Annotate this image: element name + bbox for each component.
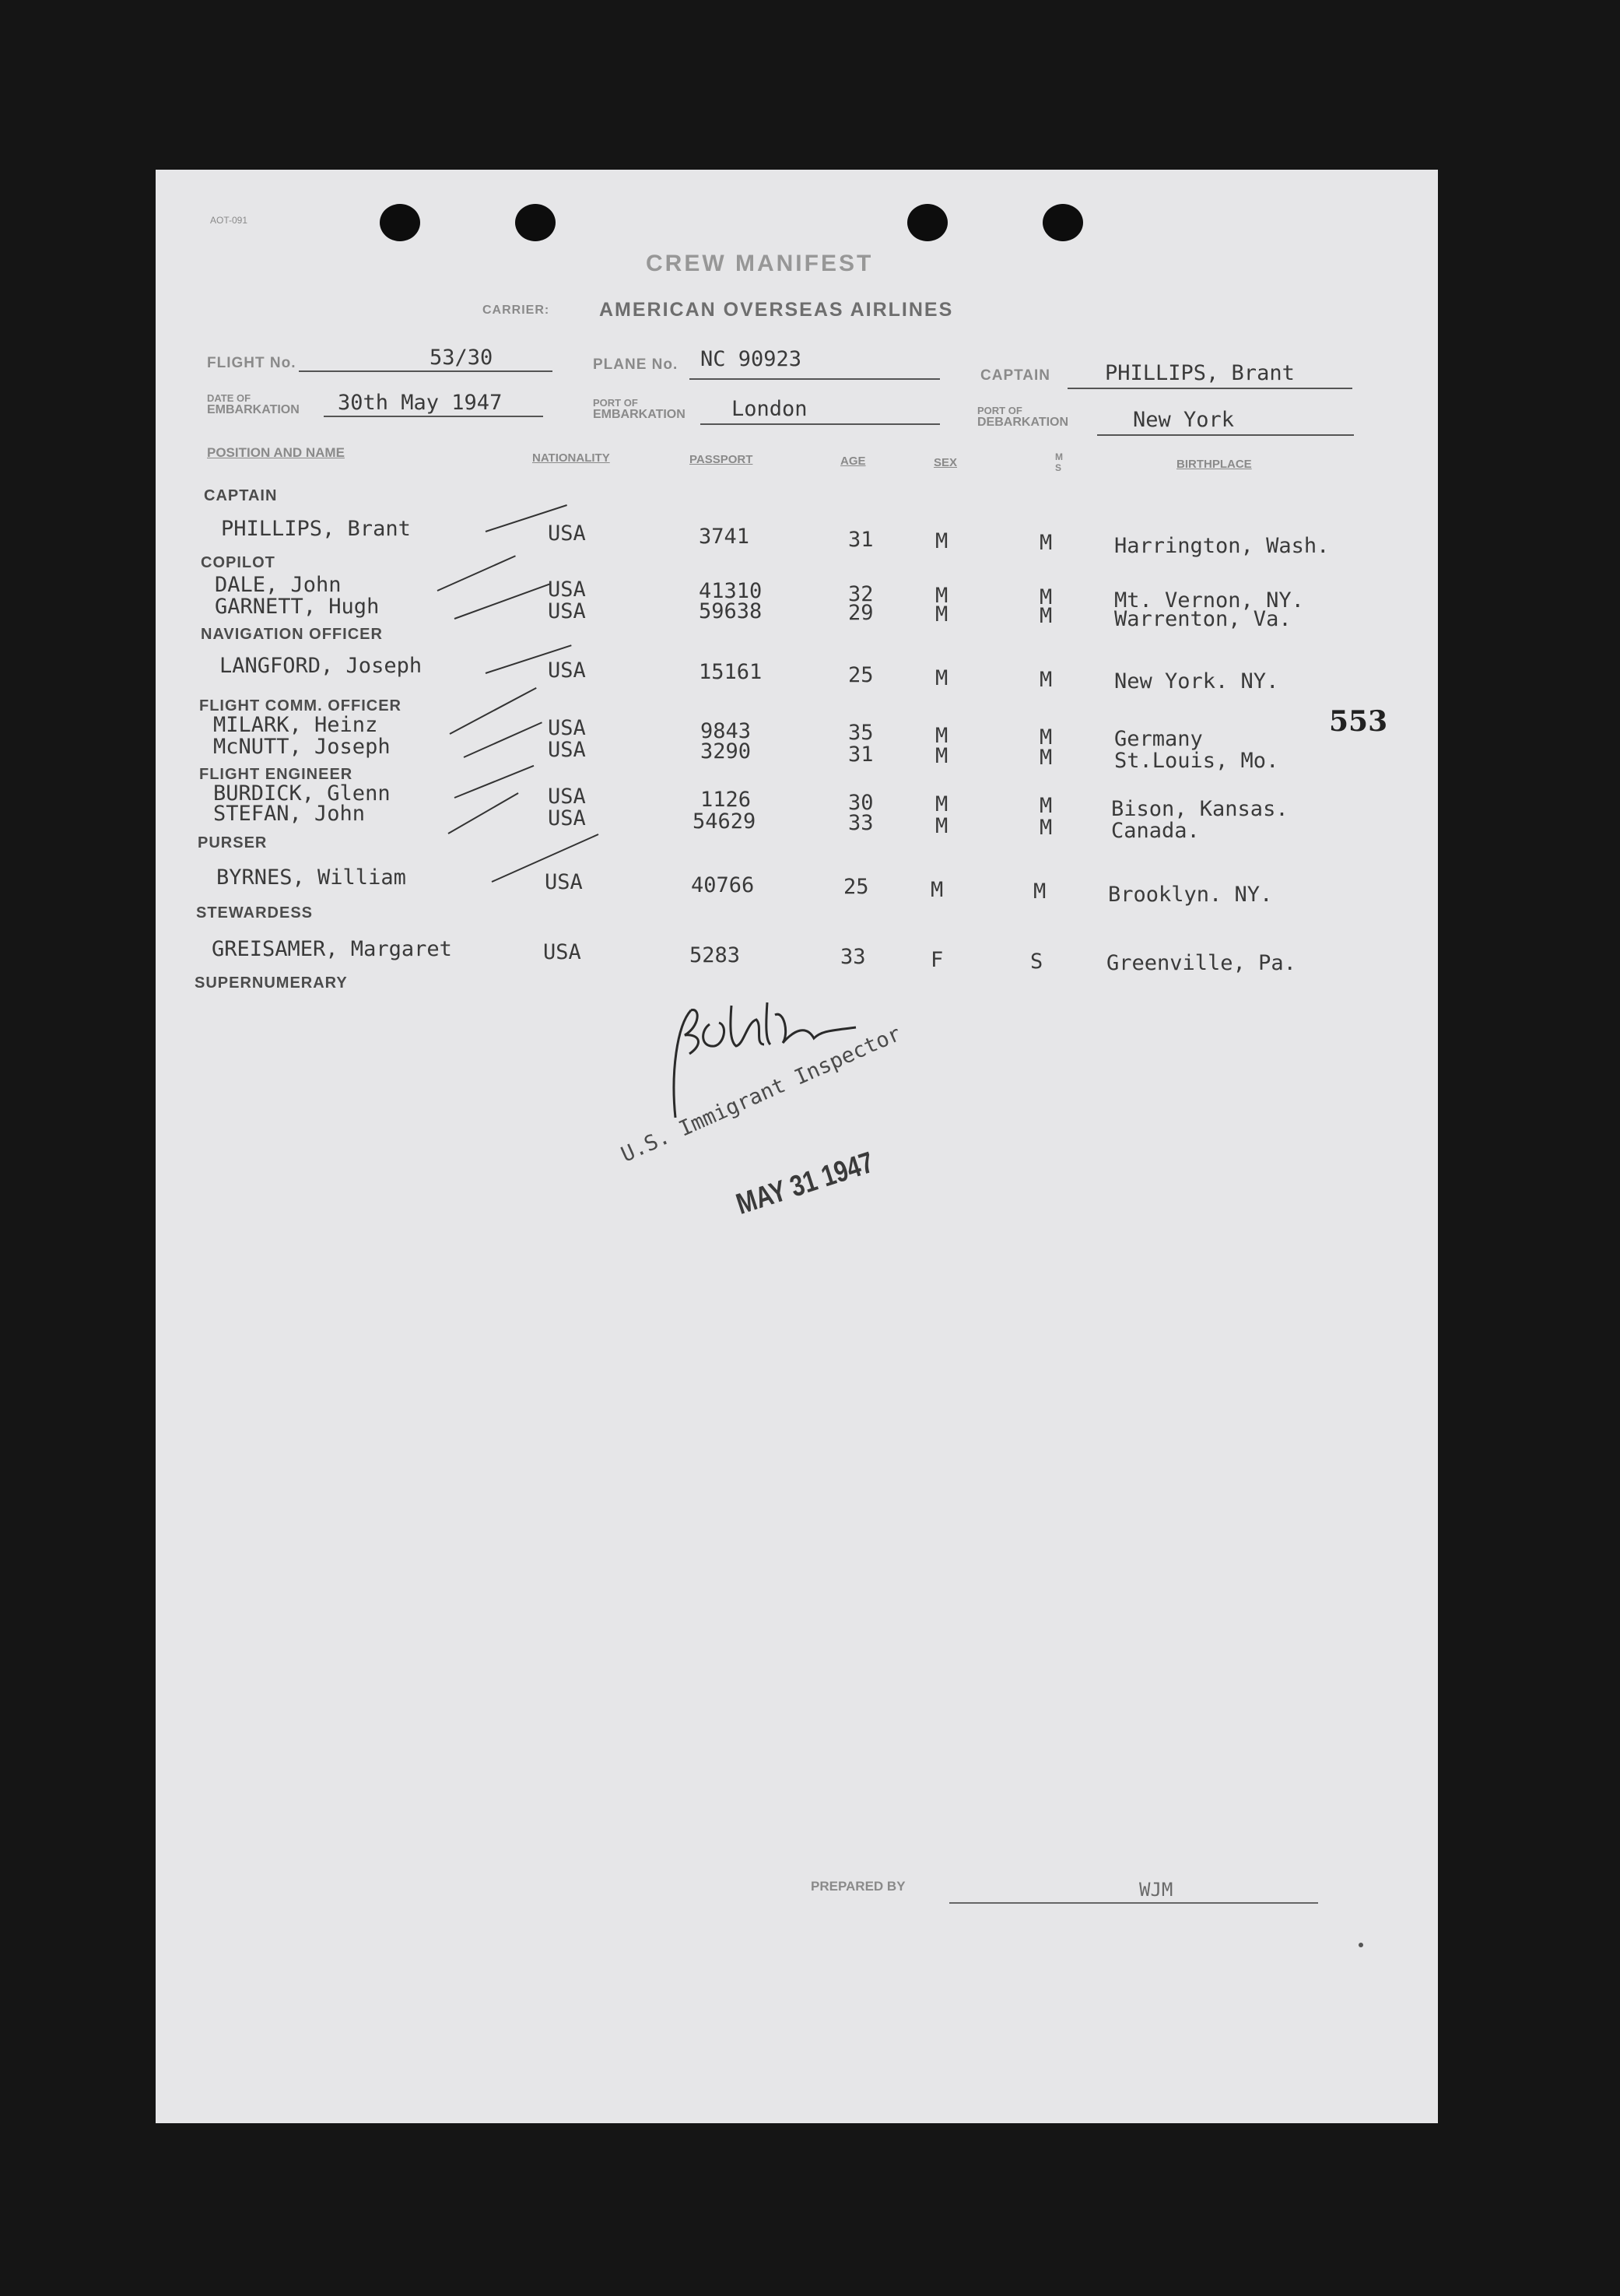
column-passport: PASSPORT	[689, 453, 753, 466]
column-sex: SEX	[934, 456, 958, 469]
check-mark	[454, 765, 535, 799]
crew-sex: M	[935, 584, 949, 608]
crew-sex: F	[931, 948, 944, 972]
crew-passport: 15161	[699, 660, 763, 684]
crew-marital: M	[1040, 531, 1053, 555]
crew-name: LANGFORD, Joseph	[219, 654, 423, 678]
crew-birthplace: Canada.	[1111, 819, 1200, 843]
port-deb-underline	[1097, 434, 1354, 436]
captain-name: PHILLIPS, Brant	[1105, 361, 1295, 385]
crew-passport: 41310	[699, 579, 763, 603]
page-number: 553	[1329, 705, 1388, 738]
crew-age: 25	[843, 875, 869, 899]
crew-marital: M	[1040, 604, 1053, 628]
crew-birthplace: Warrenton, Va.	[1114, 607, 1292, 631]
port-emb-label-2: EMBARKATION	[593, 408, 686, 421]
crew-name: McNUTT, Joseph	[213, 735, 391, 759]
flight-label: FLIGHT No.	[207, 355, 296, 371]
position-flight-engineer: FLIGHT ENGINEER	[199, 766, 353, 783]
punch-hole	[380, 204, 420, 241]
crew-passport: 3741	[699, 525, 750, 549]
crew-marital: M	[1040, 585, 1053, 609]
crew-name: DALE, John	[215, 573, 342, 597]
column-birthplace: BIRTHPLACE	[1176, 458, 1252, 471]
position-stewardess: STEWARDESS	[196, 904, 314, 922]
crew-sex: M	[935, 744, 949, 768]
column-age: AGE	[840, 455, 866, 468]
crew-name: PHILLIPS, Brant	[221, 517, 411, 541]
crew-passport: 40766	[691, 873, 755, 897]
crew-nationality: USA	[548, 716, 586, 740]
crew-sex: M	[935, 814, 949, 838]
plane-label: PLANE No.	[593, 356, 679, 373]
crew-marital: M	[1040, 816, 1053, 840]
crew-nationality: USA	[548, 578, 586, 602]
crew-nationality: USA	[548, 785, 586, 809]
crew-nationality: USA	[548, 599, 586, 623]
form-number: AOT-091	[210, 215, 248, 226]
form-title: CREW MANIFEST	[646, 251, 874, 276]
crew-passport: 5283	[689, 943, 741, 967]
crew-passport: 9843	[700, 719, 752, 743]
crew-age: 30	[848, 791, 874, 815]
port-emb-underline	[700, 423, 940, 425]
margin-dot	[1359, 1943, 1363, 1947]
crew-marital: M	[1040, 794, 1053, 818]
crew-passport: 1126	[700, 788, 752, 812]
crew-passport: 3290	[700, 739, 752, 764]
crew-nationality: USA	[545, 870, 583, 894]
port-deb-label-1: PORT OF	[977, 405, 1022, 416]
crew-sex: M	[935, 792, 949, 816]
crew-age: 35	[848, 721, 874, 745]
captain-underline	[1068, 388, 1352, 389]
crew-birthplace: New York. NY.	[1114, 669, 1279, 693]
position-purser: PURSER	[198, 834, 268, 851]
port-deb-label-2: DEBARKATION	[977, 416, 1069, 429]
embarkation-port: London	[731, 397, 808, 421]
inspector-stamp-date: MAY 31 1947	[732, 1146, 878, 1221]
crew-passport: 59638	[699, 599, 763, 623]
crew-birthplace: Bison, Kansas.	[1111, 797, 1289, 821]
column-ms-top: M	[1055, 451, 1063, 462]
crew-age: 33	[840, 945, 866, 969]
crew-sex: M	[935, 602, 949, 627]
position-captain: CAPTAIN	[204, 487, 278, 504]
column-position: POSITION AND NAME	[207, 445, 345, 460]
crew-nationality: USA	[543, 940, 581, 964]
crew-age: 29	[848, 601, 874, 625]
position-supernumerary: SUPERNUMERARY	[195, 974, 348, 992]
embarkation-date: 30th May 1947	[338, 391, 503, 415]
check-mark	[450, 687, 537, 735]
crew-birthplace: St.Louis, Mo.	[1114, 749, 1279, 773]
crew-age: 25	[848, 663, 874, 687]
carrier-name: AMERICAN OVERSEAS AIRLINES	[599, 299, 954, 321]
crew-marital: M	[1040, 725, 1053, 750]
check-mark	[448, 792, 519, 834]
crew-age: 31	[848, 743, 874, 767]
position-navigation: NAVIGATION OFFICER	[201, 626, 383, 643]
crew-name: BYRNES, William	[216, 865, 406, 890]
plane-number: NC 90923	[700, 347, 802, 371]
column-nationality: NATIONALITY	[532, 451, 610, 465]
crew-age: 32	[848, 582, 874, 606]
prepared-by-initials: WJM	[1139, 1879, 1173, 1901]
prepared-by-underline	[949, 1902, 1318, 1904]
punch-hole	[1043, 204, 1083, 241]
position-copilot: COPILOT	[201, 554, 275, 571]
port-emb-label-1: PORT OF	[593, 397, 638, 409]
plane-underline	[689, 378, 940, 380]
crew-nationality: USA	[548, 738, 586, 762]
position-flight-comm: FLIGHT COMM. OFFICER	[199, 697, 401, 714]
crew-marital: S	[1030, 950, 1043, 974]
punch-hole	[907, 204, 948, 241]
check-mark	[464, 721, 542, 758]
date-label-1: DATE OF	[207, 392, 251, 404]
prepared-by-label: PREPARED BY	[811, 1879, 906, 1894]
manifest-page	[156, 170, 1438, 2123]
check-mark	[437, 555, 516, 592]
crew-marital: M	[1040, 668, 1053, 692]
crew-birthplace: Brooklyn. NY.	[1108, 883, 1273, 907]
crew-birthplace: Greenville, Pa.	[1106, 951, 1296, 975]
crew-name: GREISAMER, Margaret	[212, 937, 452, 961]
crew-nationality: USA	[548, 806, 586, 830]
debarkation-port: New York	[1133, 408, 1235, 432]
carrier-label: CARRIER:	[482, 304, 550, 317]
date-label-2: EMBARKATION	[207, 403, 300, 416]
crew-sex: M	[931, 878, 944, 902]
crew-age: 31	[848, 528, 874, 552]
check-mark	[454, 584, 550, 620]
crew-birthplace: Germany	[1114, 727, 1203, 751]
crew-passport: 54629	[693, 809, 756, 834]
captain-label: CAPTAIN	[980, 367, 1051, 384]
crew-sex: M	[935, 529, 949, 553]
crew-sex: M	[935, 666, 949, 690]
crew-age: 33	[848, 811, 874, 835]
crew-marital: M	[1033, 879, 1047, 904]
crew-marital: M	[1040, 746, 1053, 770]
crew-name: MILARK, Heinz	[213, 713, 378, 737]
punch-hole	[515, 204, 556, 241]
crew-name: BURDICK, Glenn	[213, 781, 391, 806]
crew-name: GARNETT, Hugh	[215, 595, 380, 619]
crew-birthplace: Mt. Vernon, NY.	[1114, 588, 1304, 613]
crew-sex: M	[935, 724, 949, 748]
crew-name: STEFAN, John	[213, 802, 366, 826]
flight-number: 53/30	[430, 346, 493, 370]
crew-nationality: USA	[548, 658, 586, 683]
crew-birthplace: Harrington, Wash.	[1114, 534, 1330, 558]
column-ms-bottom: S	[1055, 462, 1062, 473]
date-underline	[324, 416, 543, 417]
inspector-stamp-title: U.S. Immigrant Inspector	[617, 1021, 905, 1167]
crew-nationality: USA	[548, 521, 586, 546]
flight-underline	[299, 370, 552, 372]
